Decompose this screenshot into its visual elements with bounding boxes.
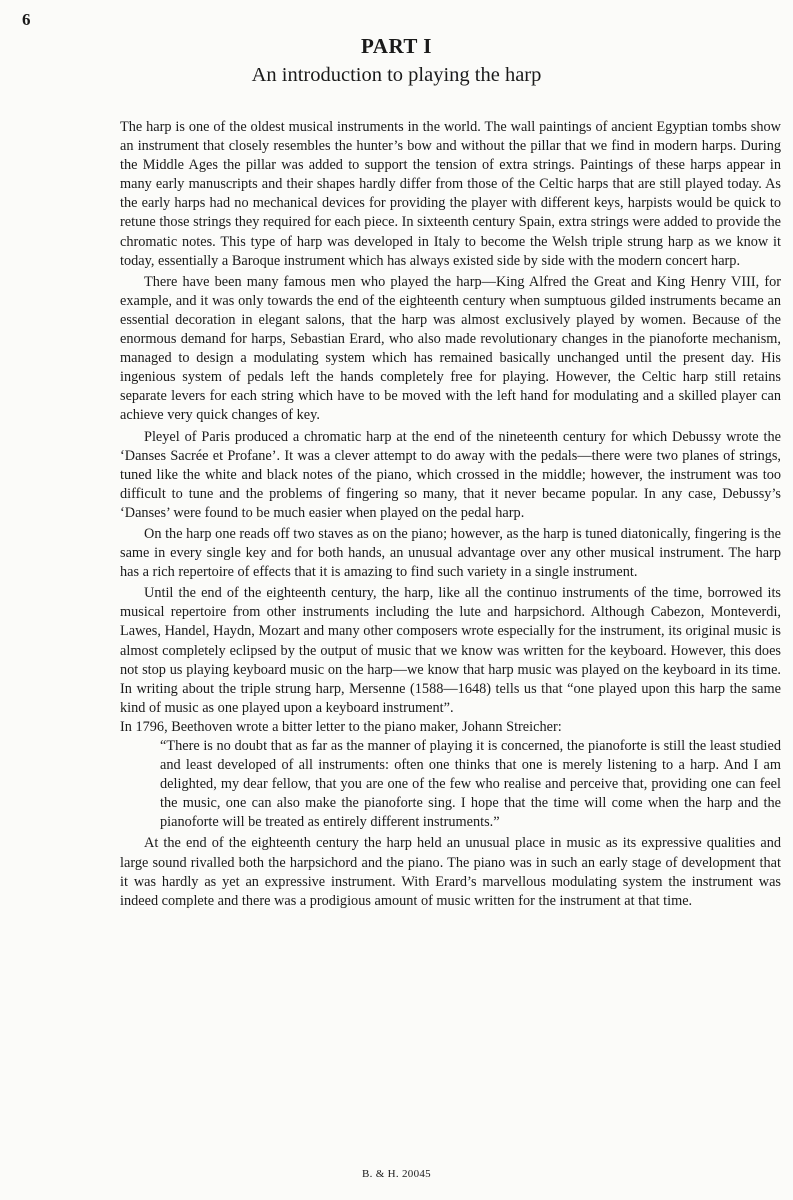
body-text	[120, 118, 781, 911]
paragraph: On the harp one reads off two staves as on the piano; however, as the harp is tuned diatonically, fingering is the same in every single key and for both hands, an unusual advantage over any other musical instrument. The harp has a rich repertoire of effects that it is amazing to find such variety in a single instrument.	[120, 525, 781, 581]
block-quote: “There is no doubt that as far as the manner of playing it is concerned, the pianoforte is still the least studied and least developed of all instruments: often one thinks that one is merely listening to a harp. And I am delighted, my dear fellow, that you are one of the few who realise and perceive that, providing one can feel the music, one can also make the pianoforte sing. I hope that the time will come when the harp and the pianoforte will be treated as entirely different instruments.”	[160, 738, 781, 831]
paragraph: There have been many famous men who played the harp—King Alfred the Great and King Henry VIII, for example, and it was only towards the end of the eighteenth century when sumptuous gilded instruments became an essential decoration in elegant salons, that the harp was almost exclusively played by women. Because of the enormous demand for harps, Sebastian Erard, who also made revolutionary changes in the pianoforte mechanism, managed to design a modulating system which has remained basically unchanged until the present day. His ingenious system of pedals left the hands completely free for playing. However, the Celtic harp still retains separate levers for each string which have to be moved with the left hand for modulating and a skilled player can achieve very quick changes of key.	[120, 273, 781, 424]
page-number: 6	[22, 10, 31, 29]
paragraph: At the end of the eighteenth century the harp held an unusual place in music as its expressive qualities and large sound rivalled both the harpsichord and the piano. The piano was in such an early stage of development that it was hardly as yet an expressive instrument. With Erard’s marvellous modulating system the instrument was indeed complete and there was a prodigious amount of music written for the instrument at that time.	[120, 835, 781, 909]
chapter-subtitle: An introduction to playing the harp	[251, 64, 542, 86]
paragraph: The harp is one of the oldest musical instruments in the world. The wall paintings of ancient Egyptian tombs show an instrument that closely resembles the hunter’s bow and without the pillar that we find in modern harps. During the Middle Ages the pillar was added to support the tension of extra strings. Paintings of these harps appear in many early manuscripts and their shapes hardly differ from those of the Celtic harps that are still played today. As the early harps had no mechanical devices for providing the player with different keys, harpists would be quick to retune those strings they required for each piece. In sixteenth century Spain, extra strings were added to provide the chromatic notes. This type of harp was developed in Italy to become the Welsh triple strung harp as we know it today, essentially a Baroque instrument which has always existed side by side with the modern concert harp.	[120, 119, 781, 269]
footer-catalogue-number: B. & H. 20045	[362, 1168, 431, 1180]
paragraph: Pleyel of Paris produced a chromatic harp at the end of the nineteenth century for which Debussy wrote the ‘Danses Sacrée et Profane’. It was a clever attempt to do away with the pedals—there were two planes of strings, tuned like the white and black notes of the piano, which crossed in the middle; however, the instrument was too difficult to tune and the problems of fingering so many, that it never became popular. In any case, Debussy’s ‘Danses’ were found to be much easier when played on the pedal harp.	[120, 428, 781, 521]
paragraph: In 1796, Beethoven wrote a bitter letter to the piano maker, Johann Streicher:	[120, 718, 562, 735]
paragraph: Until the end of the eighteenth century, the harp, like all the continuo instruments of the time, borrowed its musical repertoire from other instruments including the lute and harpsichord. Although Cabezon, Monteverdi, Lawes, Handel, Haydn, Mozart and many other composers wrote especially for the instrument, its original music is almost completely eclipsed by the output of music that we know was written for the keyboard. However, this does not stop us playing keyboard music on the harp—we know that harp music was played on the keyboard in its time. In writing about the triple strung harp, Mersenne (1588—1648) tells us that “one played upon this harp the same kind of music as one played upon a keyboard instrument”.	[120, 585, 781, 716]
part-title: PART I	[361, 34, 432, 58]
